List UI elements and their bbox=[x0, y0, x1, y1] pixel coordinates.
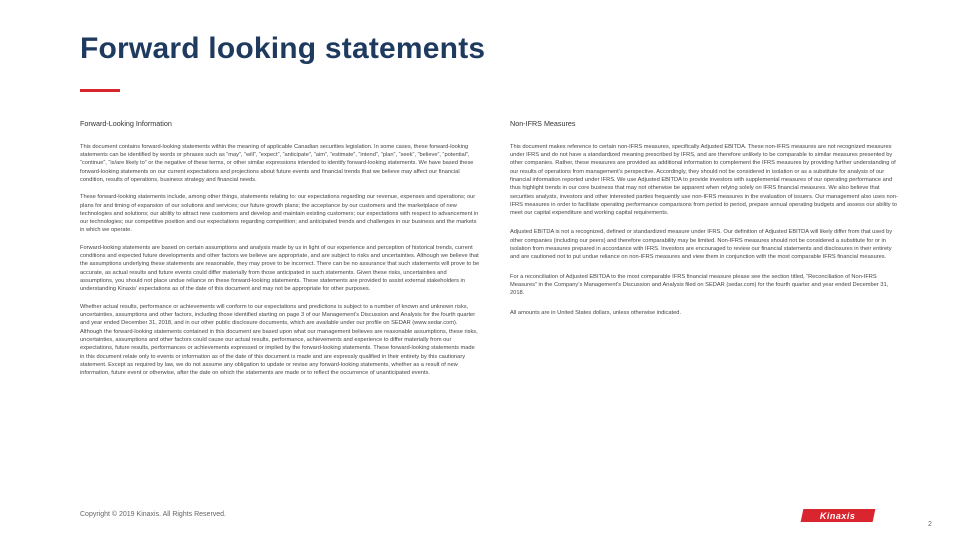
non-ifrs-heading: Non-IFRS Measures bbox=[510, 119, 576, 128]
non-ifrs-paragraph-3: For a reconciliation of Adjusted EBITDA to the most comparable IFRS financial measure please see the section titled, “Reconciliation of Non-IFRS Measures” in the Company’s Management’s Discussion and Analysis filed on SEDAR (sedar.com) for the fourth quarter and year ended December 31, 2018. bbox=[510, 273, 889, 297]
page-title: Forward looking statements bbox=[80, 32, 486, 65]
page-number: 2 bbox=[928, 521, 932, 528]
copyright-notice: Copyright © 2019 Kinaxis. All Rights Reserved. bbox=[80, 511, 227, 518]
non-ifrs-paragraph-2: Adjusted EBITDA is not a recognized, defined or standardized measure under IFRS. Our definition of Adjusted EBITDA will likely differ from that used by other companies (including our peers) and therefore comparability may be limited. Non-IFRS measures should not be considered a substitute for or in isolation from measures prepared in accordance with IFRS. Investors are encouraged to review our financial statements and disclosures in their entirety and are cautioned not to put undue reliance on non-IFRS measures and view them in conjunction with the most comparable IFRS financial measures. bbox=[510, 229, 893, 261]
forward-looking-paragraph-1: This document contains forward-looking statements within the meaning of applicable Canadian securities legislation. In some cases, these forward-looking statements can be identified by words or phrases such as “may”, “will”, “expect”, “anticipate”, “aim”, “estimate”, “intend”, “plan”, “seek”, “believe”, “potential”, “continue”, “is/are likely to” or the negative of these terms, or other similar expressions intended to identify forward-looking statements. We have based these forward-looking statements on our current expectations and projections about future events and financial trends that we believe may affect our financial condition, results of operations, business strategy and financial needs. bbox=[80, 143, 474, 183]
forward-looking-paragraph-4: Whether actual results, performance or achievements will conform to our expectations and predictions is subject to a number of known and unknown risks, uncertainties, assumptions and other factors, including those identified starting on page 3 of our Management’s Discussion and Analysis for the fourth quarter and year ended December 31, 2018, and in our other public disclosure documents, which are available under our profile on SEDAR (www.sedar.com). Although the forward-looking statements contained in this document are based upon what our management believes are reasonable assumptions, these risks, uncertainties, assumptions and other factors could cause our actual results, performance, achievements and experience to differ materially from our expectations, future results, performances or achievements expressed or implied by the forward-looking statements. These forward-looking statements made in this document relate only to events or information as of the date of this document is made and are expressly qualified in their entirety by this cautionary statement. Except as required by law, we do not assume any obligation to update or revise any forward-looking statements, whether as a result of new information, future event or otherwise, after the date on which the statements are made or to reflect the occurrence of unanticipated events. bbox=[80, 303, 478, 377]
kinaxis-logo-text: Kinaxis bbox=[820, 510, 856, 520]
forward-looking-heading: Forward-Looking Information bbox=[80, 119, 172, 128]
non-ifrs-paragraph-1: This document makes reference to certain non-IFRS measures, specifically Adjusted EBITDA. These non-IFRS measures are not recognized measures under IFRS and do not have a standardized meaning prescribed by IFRS, and are therefore unlikely to be comparable to similar measures presented by other companies. Rather, these measures are provided as additional information to complement the IFRS measures by providing further understanding of our results of operations from management’s perspective. Accordingly, they should not be considered in isolation or as a substitute for analysis of our financial information reported under IFRS. We use Adjusted EBITDA to provide investors with supplemental measures of our operating performance and thus highlight trends in our core business that may not otherwise be apparent when relying solely on IFRS financial measures. We also believe that securities analysts, investors and other interested parties frequently use non-IFRS measures in the evaluation of issuers. Our management also uses non-IFRS measures in order to facilitate operating performance comparisons from period to period, prepare annual operating budgets and assess our ability to meet our capital expenditure and working capital requirements. bbox=[510, 143, 898, 217]
forward-looking-paragraph-3: Forward-looking statements are based on certain assumptions and analysis made by us in light of our experience and perception of historical trends, current conditions and expected future developments and other factors we believe are appropriate, and are subject to risks and uncertainties. Although we believe that the assumptions underlying these statements are reasonable, they may prove to be incorrect. There can be no assurance that such statements will prove to be accurate, as actual results and future events could differ materially from those anticipated in such statements. Given these risks, uncertainties and assumptions, you should not place undue reliance on these forward-looking statements. These statements are provided to assist external stakeholders in understanding Kinaxis’ expectations as of the date of this document and may not be appropriate for other purposes. bbox=[80, 244, 480, 293]
non-ifrs-paragraph-4: All amounts are in United States dollars, unless otherwise indicated. bbox=[510, 309, 682, 316]
forward-looking-column bbox=[80, 120, 480, 386]
forward-looking-paragraph-2: These forward-looking statements include, among other things, statements relating to: our expectations regarding our revenue, expenses and operations; our plans for and timing of expansion of our solutions and services; our future growth plans; the acceptance by our customers and the marketplace of new technologies and solutions; our ability to attract new customers and develop and maintain existing customers; our expectations with respect to advancement in our technologies; our competitive position and our expectations regarding competition; and anticipated trends and challenges in our business and the markets in which we operate. bbox=[80, 194, 479, 234]
non-ifrs-column bbox=[510, 120, 900, 328]
kinaxis-logo-icon bbox=[801, 509, 876, 522]
kinaxis-logo bbox=[802, 508, 874, 522]
title-accent-bar bbox=[80, 89, 120, 92]
